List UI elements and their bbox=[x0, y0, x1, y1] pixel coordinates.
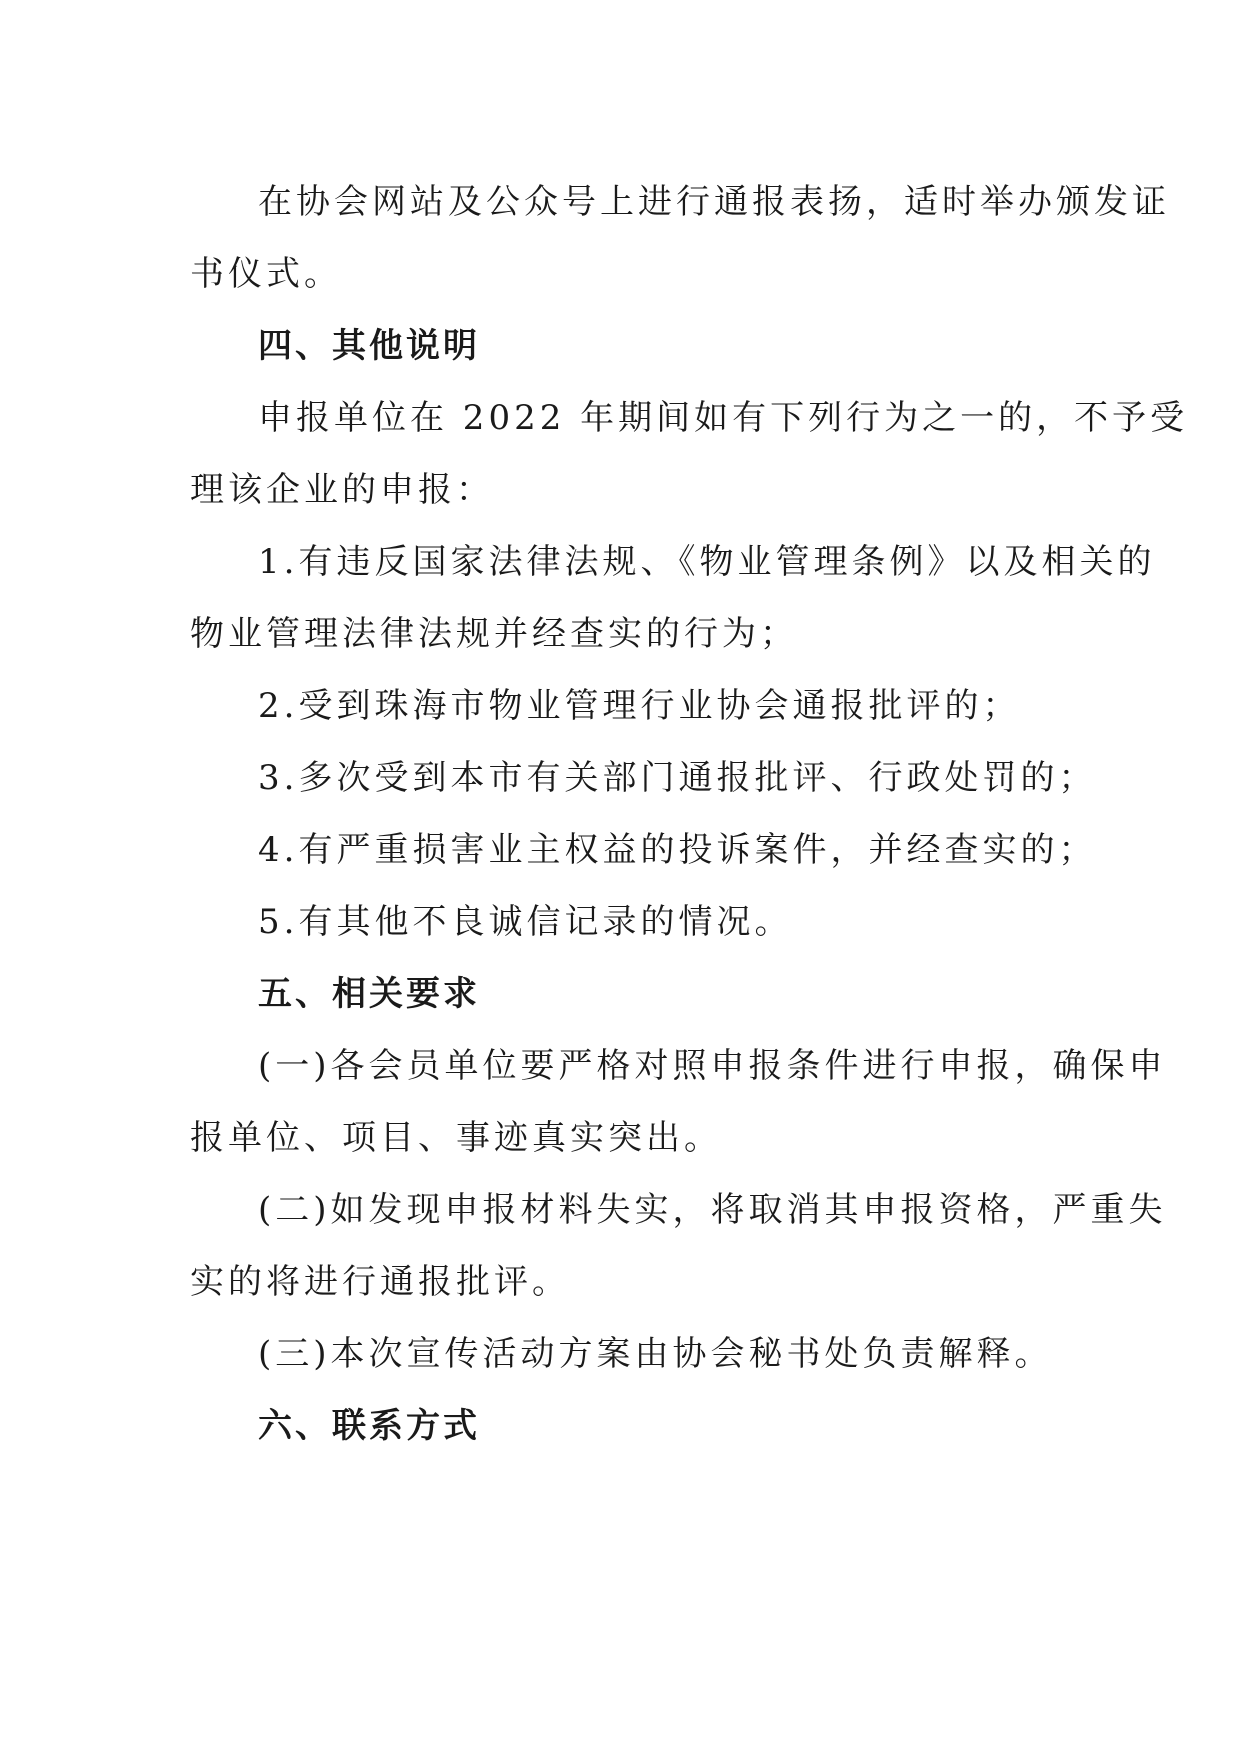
paragraph-line: 理该企业的申报： bbox=[190, 470, 494, 510]
paragraph-line: 书仪式。 bbox=[190, 254, 342, 294]
list-item: 4.有严重损害业主权益的投诉案件，并经查实的； bbox=[258, 830, 1097, 870]
requirement-item-continuation: 实的将进行通报批评。 bbox=[190, 1262, 570, 1302]
paragraph-line: 申报单位在 2022 年期间如有下列行为之一的，不予受 bbox=[258, 398, 1189, 438]
section-heading-other-notes: 四、其他说明 bbox=[258, 326, 480, 366]
list-item: 3.多次受到本市有关部门通报批评、行政处罚的； bbox=[258, 758, 1097, 798]
section-heading-requirements: 五、相关要求 bbox=[258, 974, 480, 1014]
requirement-item: (三)本次宣传活动方案由协会秘书处负责解释。 bbox=[258, 1334, 1053, 1374]
list-item: 2.受到珠海市物业管理行业协会通报批评的； bbox=[258, 686, 1021, 726]
requirement-item: (一)各会员单位要严格对照申报条件进行申报，确保申 bbox=[258, 1046, 1167, 1086]
list-item: 5.有其他不良诚信记录的情况。 bbox=[258, 902, 793, 942]
requirement-item-continuation: 报单位、项目、事迹真实突出。 bbox=[190, 1118, 722, 1158]
paragraph-line: 在协会网站及公众号上进行通报表扬，适时举办颁发证 bbox=[258, 182, 1170, 222]
list-item-continuation: 物业管理法律法规并经查实的行为； bbox=[190, 614, 798, 654]
list-item: 1.有违反国家法律法规、《物业管理条例》以及相关的 bbox=[258, 542, 1156, 582]
section-heading-contact: 六、联系方式 bbox=[258, 1406, 480, 1446]
requirement-item: (二)如发现申报材料失实，将取消其申报资格，严重失 bbox=[258, 1190, 1167, 1230]
